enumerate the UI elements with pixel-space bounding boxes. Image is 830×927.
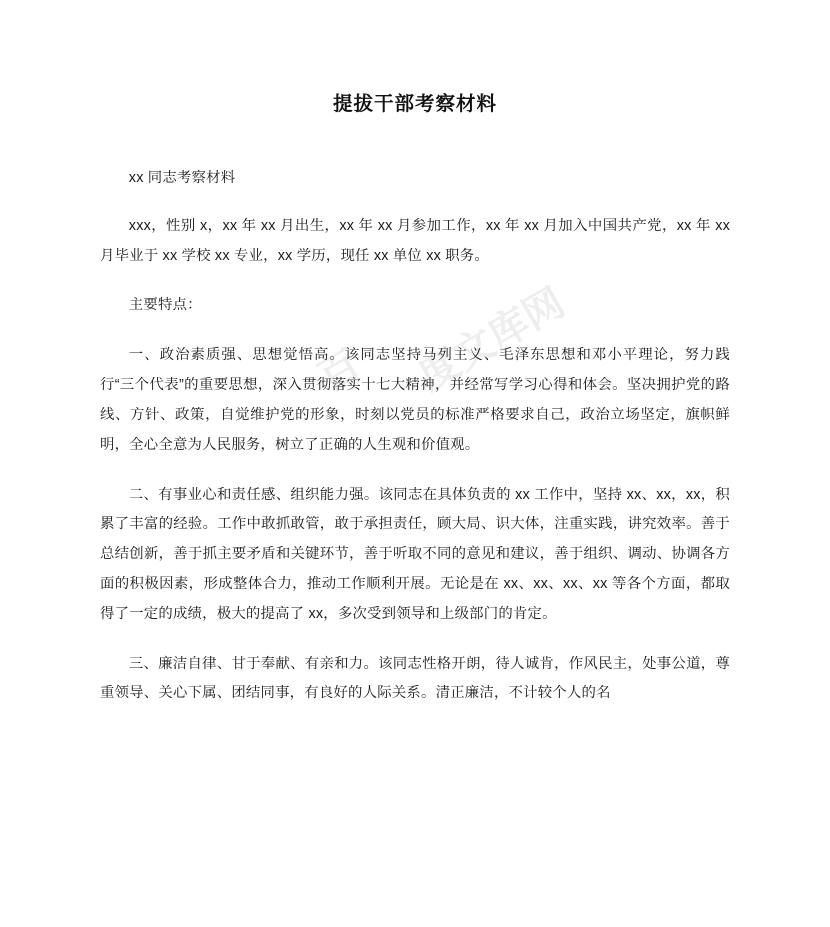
- page-title: 提拔干部考察材料: [332, 93, 497, 115]
- paragraph-point-three: 三、廉洁自律、甘于奉献、有亲和力。该同志性格开朗，待人诚肯，作风民主，处事公道，尊重领导、关心下属、团结同事，有良好的人际关系。清正廉洁，不计较个人的名: [100, 655, 730, 702]
- paragraph-bio: xxx，性别 x，xx 年 xx 月出生，xx 年 xx 月参加工作，xx 年 xx 月加入中国共产党，xx 年 xx 月毕业于 xx 学校 xx 专业，xx 学历，现任 xx 单位 xx 职务。: [100, 217, 730, 264]
- paragraph-section-heading: 主要特点：: [128, 297, 202, 314]
- paragraph-point-two: 二、有事业心和责任感、组织能力强。该同志在具体负责的 xx 工作中，坚持 xx、xx，xx，积累了丰富的经验。工作中敢抓敢管，敢于承担责任，顾大局、识大体，注重实践，讲究效率。善于总结创新，善于抓主要矛盾和关键环节，善于听取不同的意见和建议，善于组织、调动、协调各方面的积极因素，形成整体合力，推动工作顺利开展。无论是在 xx、xx、xx、xx 等各个方面，都取得了一定的成绩，极大的提高了 xx，多次受到领导和上级部门的肯定。: [100, 486, 730, 622]
- watermark-text-secondary: 度文库网: [411, 280, 573, 399]
- paragraph-subject-line: xx 同志考察材料: [128, 170, 236, 186]
- paragraph-point-one: 一、政治素质强、思想觉悟高。该同志坚持马列主义、毛泽东思想和邓小平理论，努力践行“三个代表”的重要思想，深入贯彻落实十七大精神，并经常写学习心得和体会。坚决拥护党的路线、方针、政策，自觉维护党的形象，时刻以党员的标准严格要求自己，政治立场坚定，旗帜鲜明，全心全意为人民服务，树立了正确的人生观和价值观。: [100, 347, 730, 453]
- document-body: [100, 164, 730, 709]
- watermark-text-primary: 百: [311, 342, 369, 401]
